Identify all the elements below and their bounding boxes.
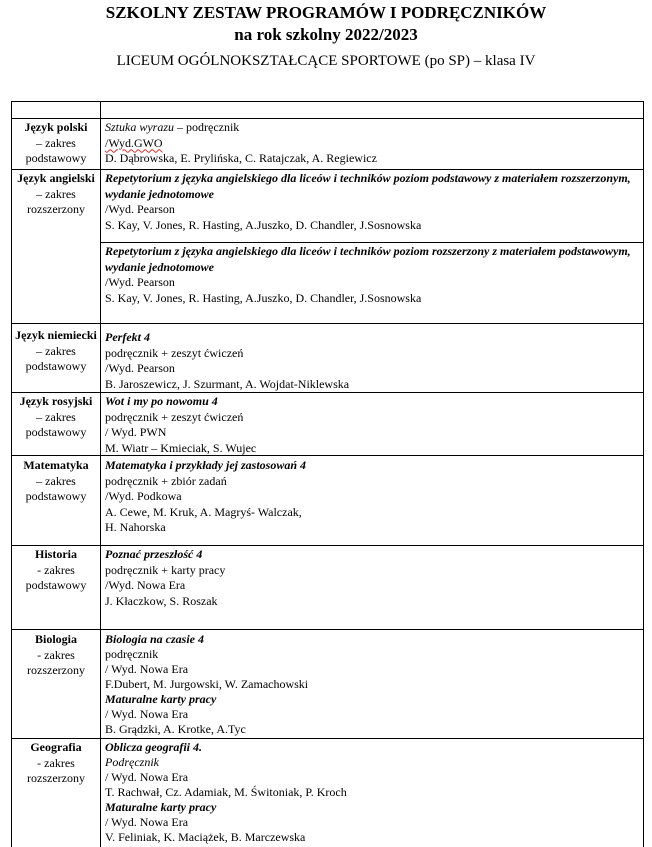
- book-title: Repetytorium z języka angielskiego dla liceów i techników poziom rozszerzony z materiałem podstawowym, wydanie jednotomowe: [105, 244, 631, 274]
- book-title: Sztuka wyrazu: [105, 120, 174, 134]
- row-divider: [11, 738, 644, 739]
- row-divider: [11, 629, 644, 630]
- book-authors: B. Jaroszewicz, J. Szurmant, A. Wojdat-Niklewska: [105, 376, 350, 391]
- subject-name: Język polski: [24, 120, 88, 134]
- book-authors: S. Kay, V. Jones, R. Hasting, A.Juszko, D. Chandler, J.Sosnowska: [105, 217, 422, 232]
- book-type: Podręcznik: [105, 755, 159, 769]
- subject-cell-rosyjski: [12, 394, 100, 441]
- book-authors: J. Kłaczkow, S. Roszak: [105, 593, 218, 608]
- book-title: Matematyka i przykłady jej zastosowań 4: [105, 458, 306, 472]
- subject-cell-biologia: [12, 632, 100, 679]
- subject-name: Język rosyjski: [19, 394, 93, 408]
- book-authors: M. Wiatr – Kmieciak, S. Wujec: [105, 440, 257, 455]
- book-title: Biologia na czasie 4: [105, 632, 205, 646]
- subject-level: – zakres podstawowy: [25, 409, 87, 439]
- subject-cell-niemiecki: [12, 328, 100, 375]
- textbook-cell-niemiecki: [105, 330, 640, 392]
- workbook-authors: V. Feliniak, K. Maciążek, B. Marczewska: [105, 830, 306, 844]
- book-type: podręcznik + zeszyt ćwiczeń: [105, 409, 244, 424]
- textbook-cell-rosyjski: [105, 394, 640, 456]
- book-type: podręcznik + zbiór zadań: [105, 473, 227, 488]
- book-publisher: / Wyd. Nowa Era: [105, 770, 189, 784]
- table-column-divider: [100, 101, 101, 847]
- book-publisher: /Wyd. Nowa Era: [105, 578, 186, 592]
- book-authors: A. Cewe, M. Kruk, A. Magryś- Walczak,: [105, 504, 302, 519]
- subject-cell-historia: [12, 547, 100, 594]
- row-divider: [11, 169, 644, 170]
- book-authors: T. Rachwał, Cz. Adamiak, M. Świtoniak, P. Kroch: [105, 785, 347, 799]
- textbook-cell-angielski-rozszerzony: [105, 244, 640, 306]
- textbook-cell-polski: [105, 120, 640, 167]
- textbook-cell-geografia: [105, 740, 640, 845]
- subject-level: – zakres podstawowy: [25, 473, 87, 503]
- table-border-right: [643, 101, 644, 847]
- book-title-suffix: – podręcznik: [174, 120, 240, 134]
- row-divider: [11, 392, 644, 393]
- workbook-authors: B. Grądzki, A. Krotke, A.Tyc: [105, 722, 246, 736]
- subject-cell-matematyka: [12, 458, 100, 505]
- book-publisher: /Wyd. Pearson: [105, 361, 175, 375]
- school-class-subtitle: LICEUM OGÓLNOKSZTAŁCĄCE SPORTOWE (po SP) – klasa IV: [116, 53, 536, 69]
- textbook-cell-matematyka: [105, 458, 640, 536]
- book-publisher: / Wyd. Nowa Era: [105, 662, 189, 676]
- textbook-cell-biologia: [105, 632, 640, 737]
- table-border-top: [11, 101, 644, 102]
- book-type: podręcznik: [105, 647, 159, 661]
- book-authors: S. Kay, V. Jones, R. Hasting, A.Juszko, D. Chandler, J.Sosnowska: [105, 290, 422, 305]
- workbook-title: Maturalne karty pracy: [105, 692, 217, 706]
- row-divider: [100, 242, 644, 243]
- textbook-cell-historia: [105, 547, 640, 609]
- subject-cell-angielski: [12, 171, 100, 218]
- book-authors: F.Dubert, M. Jurgowski, W. Zamachowski: [105, 677, 309, 691]
- subject-name: Biologia: [34, 632, 77, 646]
- subject-name: Język angielski: [17, 171, 95, 185]
- subject-name: Historia: [35, 547, 77, 561]
- subject-name: Geografia: [30, 740, 82, 754]
- book-title: Poznać przeszłość 4: [105, 547, 203, 561]
- workbook-title: Maturalne karty pracy: [105, 800, 217, 814]
- subject-level: – zakres podstawowy: [25, 135, 87, 165]
- subject-name: Język niemiecki: [15, 328, 97, 342]
- school-year: na rok szkolny 2022/2023: [234, 25, 418, 44]
- book-title: Wot i my po nowomu 4: [105, 394, 218, 408]
- textbook-cell-angielski-podstawowy: [105, 171, 640, 233]
- subject-level: - zakres rozszerzony: [27, 647, 85, 677]
- book-publisher: /Wyd. Podkowa: [105, 489, 182, 503]
- book-publisher: /Wyd. Pearson: [105, 202, 175, 216]
- book-title: Perfekt 4: [105, 330, 150, 344]
- book-type: podręcznik + karty pracy: [105, 562, 226, 577]
- subject-cell-polski: [12, 120, 100, 167]
- subject-level: - zakres podstawowy: [25, 562, 87, 592]
- book-publisher: / Wyd. PWN: [105, 425, 167, 439]
- workbook-publisher: / Wyd. Nowa Era: [105, 707, 189, 721]
- row-divider: [11, 545, 644, 546]
- subject-level: - zakres rozszerzony: [27, 755, 85, 785]
- subject-level: – zakres podstawowy: [25, 343, 87, 373]
- book-publisher: /Wyd. Pearson: [105, 275, 175, 289]
- row-divider: [11, 118, 644, 119]
- document-title: SZKOLNY ZESTAW PROGRAMÓW I PODRĘCZNIKÓW: [105, 3, 547, 22]
- book-authors: D. Dąbrowska, E. Prylińska, C. Ratajczak, A. Regiewicz: [105, 151, 377, 165]
- book-title: Repetytorium z języka angielskiego dla liceów i techników poziom podstawowy z materiałem rozszerzonym, wydanie jednotomowe: [105, 171, 631, 201]
- subject-cell-geografia: [12, 740, 100, 787]
- book-type: podręcznik + zeszyt ćwiczeń: [105, 345, 244, 360]
- workbook-publisher: / Wyd. Nowa Era: [105, 815, 189, 829]
- book-publisher: /Wyd.GWO: [105, 135, 163, 150]
- book-title: Oblicza geografii 4.: [105, 740, 202, 754]
- book-authors-continued: H. Nahorska: [105, 520, 166, 534]
- subject-name: Matematyka: [23, 458, 89, 472]
- row-divider: [11, 323, 644, 324]
- subject-level: – zakres rozszerzony: [27, 186, 85, 216]
